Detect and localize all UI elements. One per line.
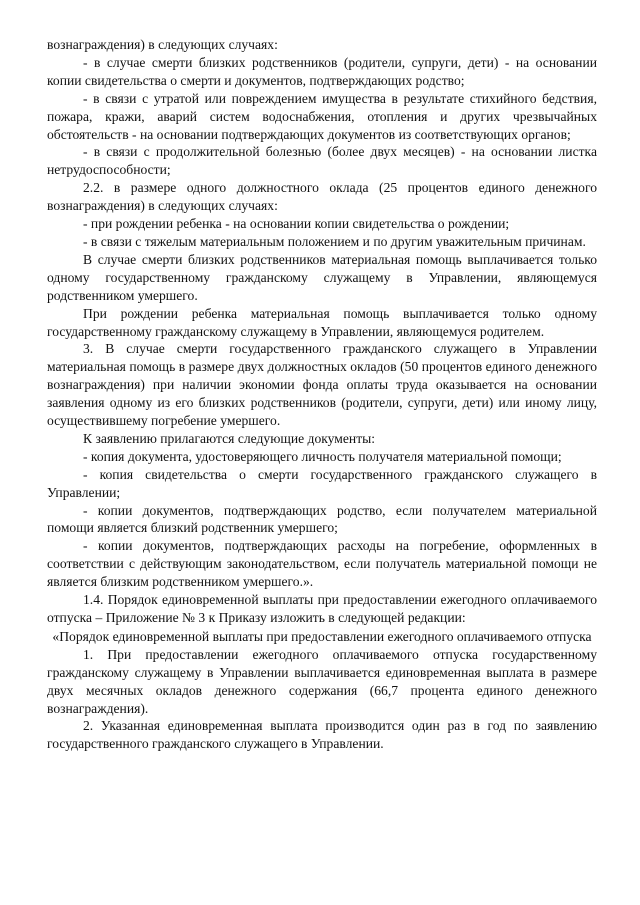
paragraph-4: - в связи с продолжительной болезнью (более двух месяцев) - на основании листка нетрудоспособности;	[47, 144, 597, 178]
paragraph-15: - копии документов, подтверждающих расходы на погребение, оформленных в соответствии с действующим законодательством, если получатель материальной помощи не является близким родственником умершего.».	[47, 538, 597, 590]
paragraph-2: - в случае смерти близких родственников (родители, супруги, дети) - на основании копии свидетельства о смерти и документов, подтверждающих родство;	[47, 54, 597, 88]
paragraph-7: - в связи с тяжелым материальным положением и по другим уважительным причинам.	[83, 233, 586, 249]
paragraph-12: - копия документа, удостоверяющего личность получателя материальной помощи;	[83, 448, 562, 464]
paragraph-19: 2. Указанная единовременная выплата производится один раз в год по заявлению государственного гражданского служащего в Управлении.	[47, 718, 597, 752]
paragraph-5: 2.2. в размере одного должностного оклада (25 процентов единого денежного вознаграждения) в следующих случаях:	[47, 180, 597, 214]
section-heading: «Порядок единовременной выплаты при предоставлении ежегодного оплачиваемого отпуска	[52, 628, 592, 644]
document-page	[47, 36, 597, 753]
paragraph-8: В случае смерти близких родственников материальная помощь выплачивается только одному государственному гражданскому служащему в Управлении, являющемуся родственником умершего.	[47, 251, 597, 303]
paragraph-9: При рождении ребенка материальная помощь выплачивается только одному государственному гражданскому служащему в Управлении, являющемуся родителем.	[47, 305, 597, 339]
paragraph-13: - копия свидетельства о смерти государственного гражданского служащего в Управлении;	[47, 466, 597, 500]
paragraph-18: 1. При предоставлении ежегодного оплачиваемого отпуска государственному гражданскому служащему в Управлении выплачивается единовременная выплата в размере двух месячных окладов денежного содержания (66,7 процента единого денежного вознаграждения).	[47, 646, 597, 716]
paragraph-14: - копии документов, подтверждающих родство, если получателем материальной помощи является близкий родственник умершего;	[47, 502, 597, 536]
paragraph-10: 3. В случае смерти государственного гражданского служащего в Управлении материальная помощь в размере двух должностных окладов (50 процентов единого денежного вознаграждения) при наличии экономии фонда оплаты труда оказывается на основании заявления одному из его близких родственников (родители, супруги, дети) или иному лицу, осуществившему погребение умершего.	[47, 341, 597, 429]
paragraph-16: 1.4. Порядок единовременной выплаты при предоставлении ежегодного оплачиваемого отпуска – Приложение № 3 к Приказу изложить в следующей редакции:	[47, 592, 597, 625]
paragraph-6: - при рождении ребенка - на основании копии свидетельства о рождении;	[83, 216, 510, 232]
paragraph-3: - в связи с утратой или повреждением имущества в результате стихийного бедствия, пожара, кражи, аварий систем водоснабжения, отопления и других чрезвычайных обстоятельств - на основании подтверждающих документов из соответствующих органов;	[47, 90, 597, 142]
paragraph-11: К заявлению прилагаются следующие документы:	[83, 430, 376, 446]
paragraph-1: вознаграждения) в следующих случаях:	[47, 37, 278, 52]
